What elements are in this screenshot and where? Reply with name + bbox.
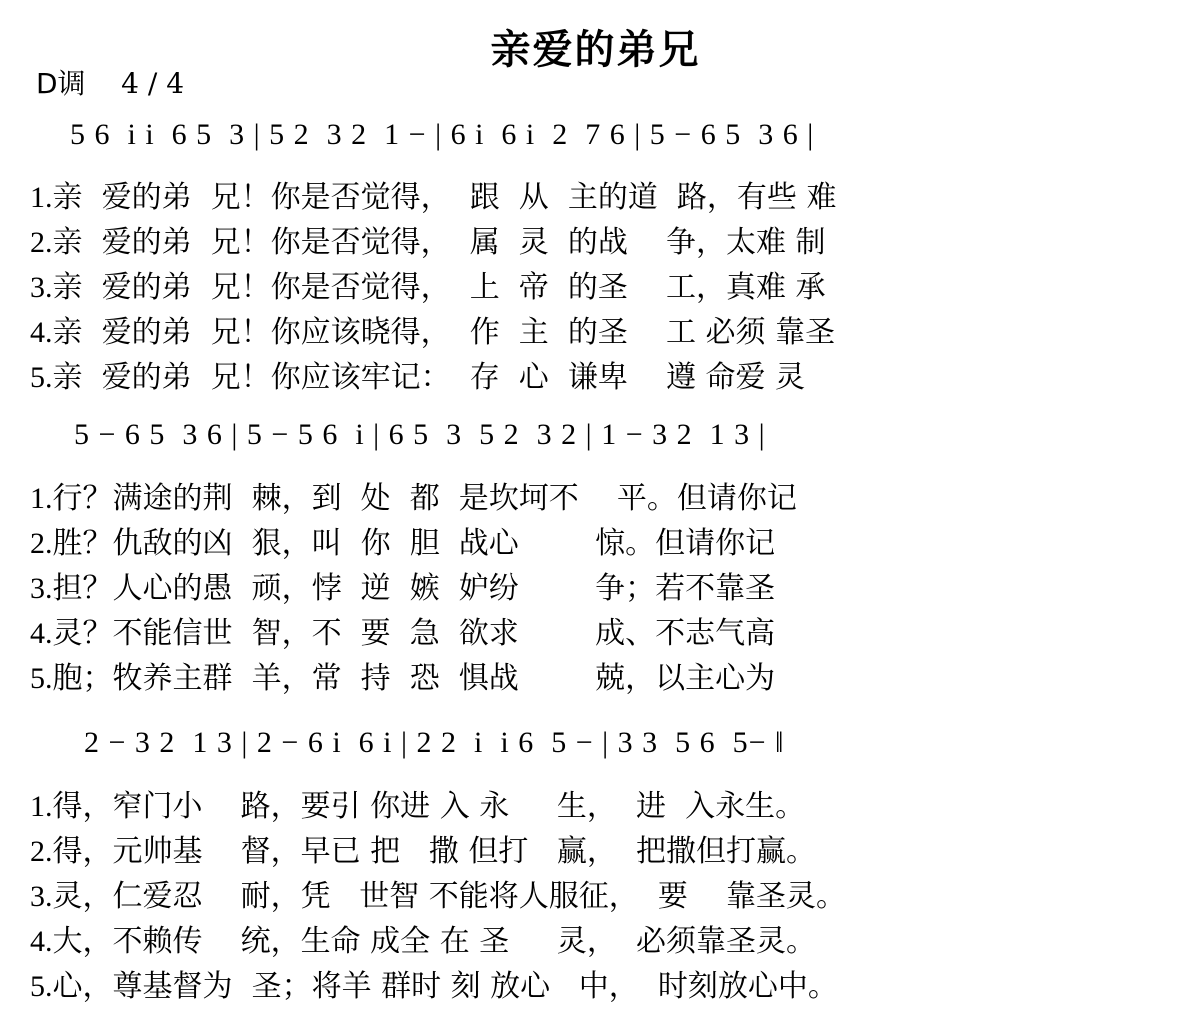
verse-text: 2.亲 爱的弟 兄！你是否觉得， 属 灵 的战 争，太难 制 (30, 225, 826, 260)
lyric-line (0, 217, 1191, 261)
key-label: D调 (36, 67, 86, 100)
verse-text: 3.担？人心的愚 顽，悖 逆 嫉 妒纷 争；若不靠圣 (30, 571, 776, 606)
jianpu-notes: 2 − 3 2 1 3 | 2 − 6 i 6 i | 2 2 i i 6 5 − | 3 3 5 6 5− ‖ (84, 726, 785, 759)
notation-system-3 (0, 726, 1191, 786)
lyric-line (0, 961, 1191, 1005)
verse-text: 1.行？满途的荆 棘，到 处 都 是坎坷不 平。但请你记 (30, 481, 797, 516)
lyric-line (0, 518, 1191, 562)
jianpu-notes: 5 − 6 5 3 6 | 5 − 5 6 i | 6 5 3 5 2 3 2 | 1 − 3 2 1 3 | (74, 418, 766, 451)
verse-text: 2.胜？仇敌的凶 狠，叫 你 胆 战心 惊。但请你记 (30, 526, 776, 561)
song-title: 亲爱的弟兄 (490, 27, 701, 73)
verse-text: 5.胞；牧养主群 羊，常 持 恐 惧战 兢，以主心为 (30, 661, 776, 696)
jianpu-notes: 5 6 i i 6 5 3 | 5 2 3 2 1 − | 6 i 6 i 2 7 6 | 5 − 6 5 3 6 | (70, 118, 815, 151)
lyric-line (0, 653, 1191, 697)
verse-text: 5.亲 爱的弟 兄！你应该牢记： 存 心 谦卑 遵 命爱 灵 (30, 360, 806, 395)
verse-text: 1.亲 爱的弟 兄！你是否觉得， 跟 从 主的道 路，有些 难 (30, 180, 837, 215)
verse-text: 2.得，元帅基 督，早已 把 撒 但打 赢， 把撒但打赢。 (30, 834, 817, 869)
verse-text: 4.亲 爱的弟 兄！你应该晓得， 作 主 的圣 工 必须 靠圣 (30, 315, 836, 350)
notation-system-2 (0, 418, 1191, 478)
lyric-line (0, 781, 1191, 825)
lyric-line (0, 563, 1191, 607)
lyric-line (0, 172, 1191, 216)
verse-text: 3.灵，仁爱忍 耐，凭 世智 不能将人服征， 要 靠圣灵。 (30, 879, 847, 914)
lyric-line (0, 608, 1191, 652)
verse-text: 1.得，窄门小 路，要引 你进 入 永 生， 进 入永生。 (30, 789, 806, 824)
verse-text: 4.灵？不能信世 智，不 要 急 欲求 成、不志气高 (30, 616, 776, 651)
verse-text: 5.心，尊基督为 圣；将羊 群时 刻 放心 中， 时刻放心中。 (30, 969, 838, 1004)
lyric-line (0, 352, 1191, 396)
key-signature (36, 62, 184, 102)
lyric-line (0, 826, 1191, 870)
lyric-line (0, 262, 1191, 306)
verse-text: 3.亲 爱的弟 兄！你是否觉得， 上 帝 的圣 工，真难 承 (30, 270, 826, 305)
lyric-line (0, 473, 1191, 517)
time-signature: 4 / 4 (121, 67, 185, 100)
lyric-line (0, 871, 1191, 915)
verse-text: 4.大，不赖传 统，生命 成全 在 圣 灵， 必须靠圣灵。 (30, 924, 817, 959)
lyric-line (0, 916, 1191, 960)
notation-system-1 (0, 118, 1191, 178)
lyric-line (0, 307, 1191, 351)
